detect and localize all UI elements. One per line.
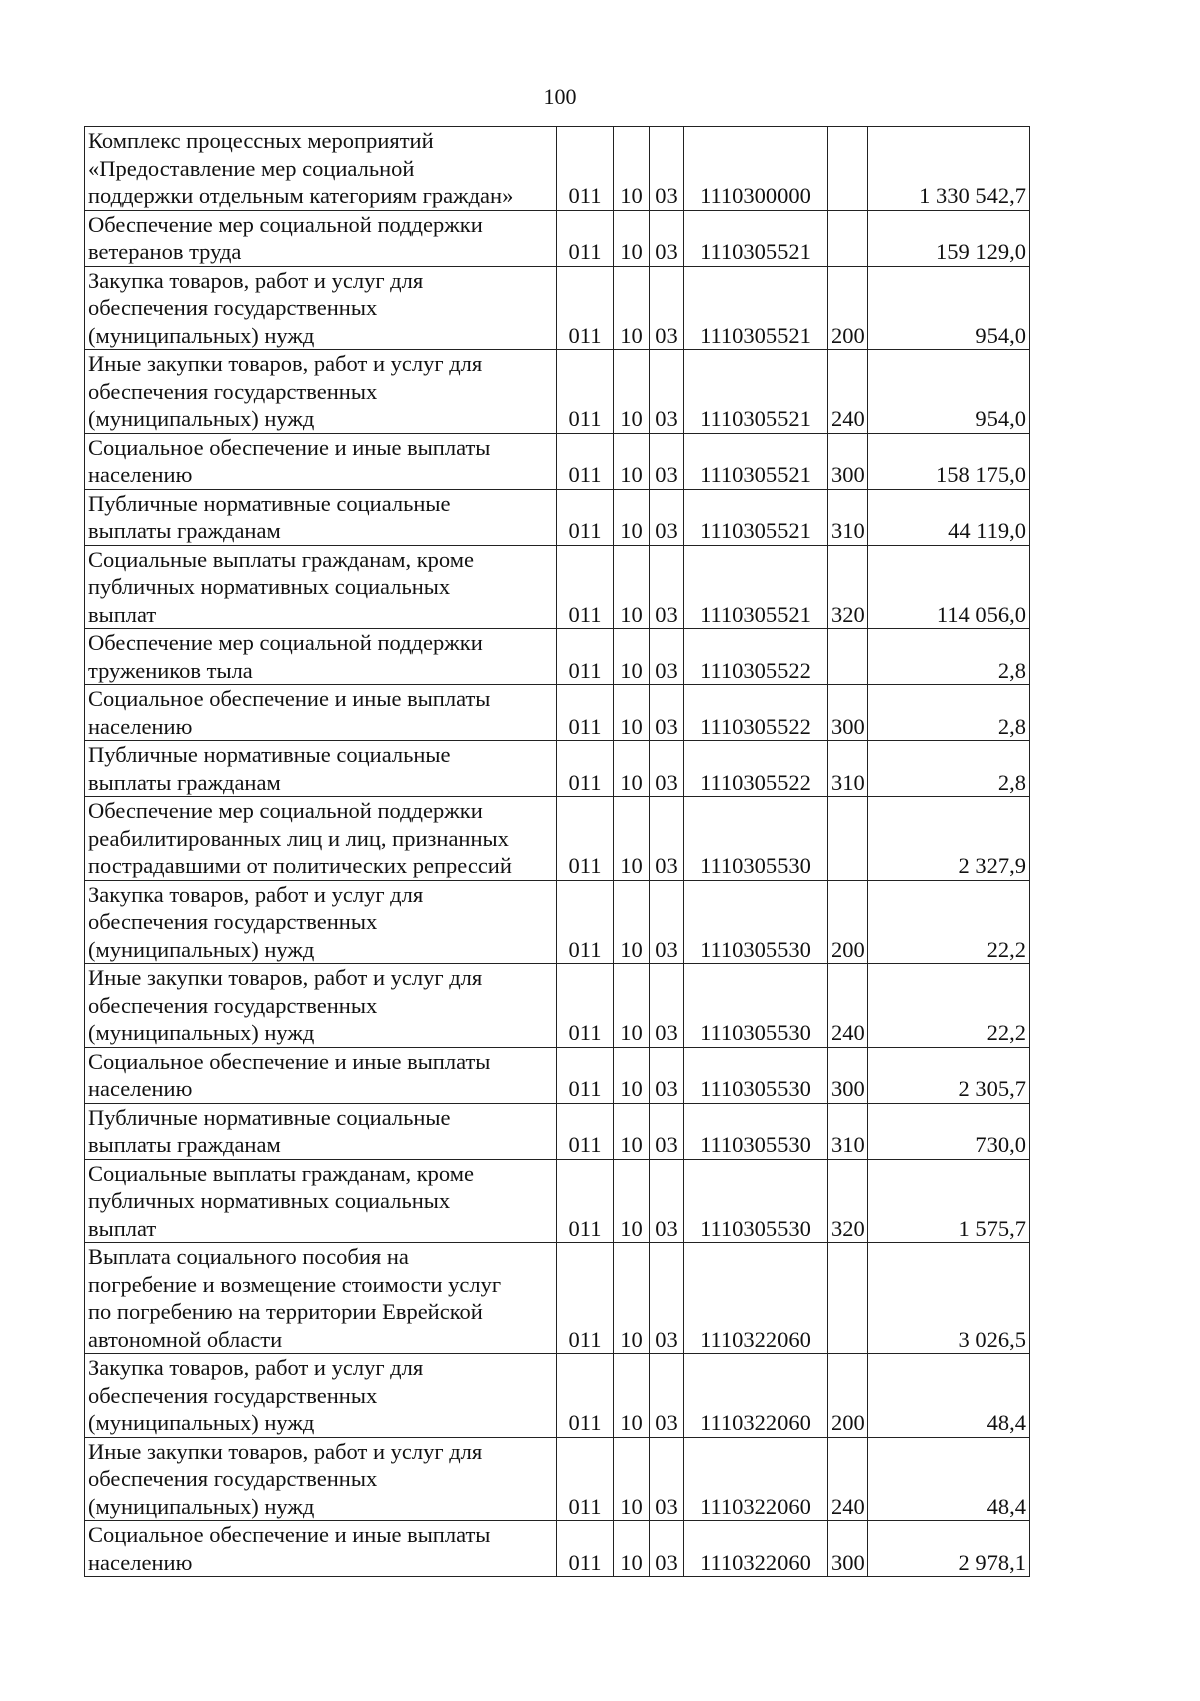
item-name-cell <box>85 127 557 211</box>
item-name-cell <box>85 629 557 685</box>
section-cell: 10 <box>614 880 650 964</box>
item-name-cell <box>85 964 557 1048</box>
section-cell: 10 <box>614 1437 650 1521</box>
target-article-cell: 1110322060 <box>684 1521 828 1577</box>
item-name-line: выплаты гражданам <box>88 1132 281 1157</box>
section-cell: 10 <box>614 1103 650 1159</box>
admin-code-cell: 011 <box>557 1243 614 1354</box>
section-cell: 10 <box>614 1159 650 1243</box>
admin-code-cell: 011 <box>557 797 614 881</box>
item-name-line: (муниципальных) нужд <box>88 1493 315 1519</box>
section-cell: 10 <box>614 1354 650 1438</box>
item-name-line: Социальное обеспечение и иные выплаты <box>88 434 491 460</box>
amount-cell: 48,4 <box>868 1354 1030 1438</box>
target-article-cell: 1110305530 <box>684 1047 828 1103</box>
item-name-line: Закупка товаров, работ и услуг для <box>88 881 424 907</box>
table-row <box>85 433 1030 489</box>
admin-code-cell: 011 <box>557 489 614 545</box>
item-name-line: обеспечения государственных <box>88 295 378 320</box>
item-name-line: Публичные нормативные социальные <box>88 490 451 516</box>
table-row <box>85 1243 1030 1354</box>
table-row <box>85 266 1030 350</box>
amount-cell: 954,0 <box>868 350 1030 434</box>
expense-type-cell: 300 <box>828 1047 868 1103</box>
item-name-line: выплаты гражданам <box>88 769 281 795</box>
admin-code-cell: 011 <box>557 433 614 489</box>
table-row <box>85 350 1030 434</box>
target-article-cell: 1110305521 <box>684 545 828 629</box>
admin-code-cell: 011 <box>557 1047 614 1103</box>
target-article-cell: 1110322060 <box>684 1243 828 1354</box>
admin-code-cell: 011 <box>557 210 614 266</box>
expense-type-cell: 200 <box>828 880 868 964</box>
item-name-line: Социальное обеспечение и иные выплаты <box>88 686 491 711</box>
target-article-cell: 1110305530 <box>684 964 828 1048</box>
item-name-line: Выплата социального пособия на <box>88 1244 409 1269</box>
expense-type-cell: 200 <box>828 266 868 350</box>
section-cell: 10 <box>614 1243 650 1354</box>
section-cell: 10 <box>614 545 650 629</box>
table-row <box>85 1103 1030 1159</box>
amount-cell: 2,8 <box>868 629 1030 685</box>
item-name-line: населению <box>88 713 193 739</box>
budget-table <box>84 126 1030 1577</box>
table-row <box>85 797 1030 881</box>
admin-code-cell: 011 <box>557 127 614 211</box>
item-name-cell <box>85 685 557 741</box>
subsection-cell: 03 <box>650 797 684 881</box>
item-name-line: реабилитированных лиц и лиц, признанных <box>88 825 509 851</box>
subsection-cell: 03 <box>650 1103 684 1159</box>
item-name-line: Социальное обеспечение и иные выплаты <box>88 1522 491 1547</box>
section-cell: 10 <box>614 489 650 545</box>
item-name-cell <box>85 433 557 489</box>
expense-type-cell: 320 <box>828 545 868 629</box>
item-name-cell <box>85 1243 557 1354</box>
item-name-cell <box>85 1354 557 1438</box>
item-name-line: тружеников тыла <box>88 657 253 683</box>
subsection-cell: 03 <box>650 1159 684 1243</box>
item-name-line: (муниципальных) нужд <box>88 406 315 431</box>
subsection-cell: 03 <box>650 1354 684 1438</box>
item-name-line: автономной области <box>88 1326 283 1352</box>
item-name-line: публичных нормативных социальных <box>88 574 451 599</box>
table-row <box>85 880 1030 964</box>
item-name-line: Иные закупки товаров, работ и услуг для <box>88 1438 483 1464</box>
table-row <box>85 489 1030 545</box>
expense-type-cell: 240 <box>828 1437 868 1521</box>
target-article-cell: 1110300000 <box>684 127 828 211</box>
item-name-line: ветеранов труда <box>88 239 242 264</box>
expense-type-cell <box>828 127 868 211</box>
item-name-line: Обеспечение мер социальной поддержки <box>88 211 483 237</box>
expense-type-cell: 240 <box>828 964 868 1048</box>
admin-code-cell: 011 <box>557 545 614 629</box>
section-cell: 10 <box>614 964 650 1048</box>
item-name-line: населению <box>88 1076 193 1101</box>
item-name-line: выплаты гражданам <box>88 518 281 543</box>
section-cell: 10 <box>614 350 650 434</box>
amount-cell: 2,8 <box>868 685 1030 741</box>
item-name-line: Публичные нормативные социальные <box>88 742 451 767</box>
table-row <box>85 1521 1030 1577</box>
subsection-cell: 03 <box>650 1521 684 1577</box>
expense-type-cell: 310 <box>828 489 868 545</box>
page-number: 100 <box>543 84 577 109</box>
target-article-cell: 1110305530 <box>684 880 828 964</box>
item-name-line: обеспечения государственных <box>88 1382 378 1408</box>
item-name-line: Социальное обеспечение и иные выплаты <box>88 1048 491 1074</box>
subsection-cell: 03 <box>650 489 684 545</box>
item-name-cell <box>85 1103 557 1159</box>
table-row <box>85 1354 1030 1438</box>
subsection-cell: 03 <box>650 685 684 741</box>
item-name-line: поддержки отдельным категориям граждан» <box>88 183 514 208</box>
expense-type-cell <box>828 210 868 266</box>
admin-code-cell: 011 <box>557 266 614 350</box>
item-name-line: обеспечения государственных <box>88 1466 378 1491</box>
target-article-cell: 1110305521 <box>684 433 828 489</box>
amount-cell: 1 575,7 <box>868 1159 1030 1243</box>
section-cell: 10 <box>614 210 650 266</box>
item-name-line: Обеспечение мер социальной поддержки <box>88 630 483 655</box>
table-row <box>85 741 1030 797</box>
subsection-cell: 03 <box>650 210 684 266</box>
amount-cell: 22,2 <box>868 880 1030 964</box>
section-cell: 10 <box>614 685 650 741</box>
section-cell: 10 <box>614 629 650 685</box>
target-article-cell: 1110305521 <box>684 266 828 350</box>
amount-cell: 114 056,0 <box>868 545 1030 629</box>
section-cell: 10 <box>614 433 650 489</box>
item-name-line: населению <box>88 1549 193 1575</box>
item-name-line: Закупка товаров, работ и услуг для <box>88 267 424 293</box>
expense-type-cell: 300 <box>828 433 868 489</box>
item-name-line: Закупка товаров, работ и услуг для <box>88 1355 424 1380</box>
amount-cell: 22,2 <box>868 964 1030 1048</box>
expense-type-cell <box>828 1243 868 1354</box>
section-cell: 10 <box>614 1047 650 1103</box>
amount-cell: 730,0 <box>868 1103 1030 1159</box>
item-name-line: Обеспечение мер социальной поддержки <box>88 798 483 823</box>
item-name-cell <box>85 266 557 350</box>
amount-cell: 3 026,5 <box>868 1243 1030 1354</box>
target-article-cell: 1110305521 <box>684 489 828 545</box>
subsection-cell: 03 <box>650 1437 684 1521</box>
expense-type-cell: 310 <box>828 1103 868 1159</box>
subsection-cell: 03 <box>650 127 684 211</box>
item-name-line: выплат <box>88 1215 157 1241</box>
amount-cell: 954,0 <box>868 266 1030 350</box>
table-row <box>85 685 1030 741</box>
item-name-line: выплат <box>88 601 157 627</box>
subsection-cell: 03 <box>650 433 684 489</box>
table-row <box>85 629 1030 685</box>
section-cell: 10 <box>614 797 650 881</box>
subsection-cell: 03 <box>650 964 684 1048</box>
target-article-cell: 1110322060 <box>684 1354 828 1438</box>
admin-code-cell: 011 <box>557 964 614 1048</box>
item-name-cell <box>85 545 557 629</box>
target-article-cell: 1110305530 <box>684 1159 828 1243</box>
section-cell: 10 <box>614 741 650 797</box>
item-name-cell <box>85 1159 557 1243</box>
item-name-line: (муниципальных) нужд <box>88 1410 315 1435</box>
section-cell: 10 <box>614 1521 650 1577</box>
admin-code-cell: 011 <box>557 1521 614 1577</box>
subsection-cell: 03 <box>650 741 684 797</box>
admin-code-cell: 011 <box>557 1354 614 1438</box>
subsection-cell: 03 <box>650 545 684 629</box>
item-name-line: по погребению на территории Еврейской <box>88 1299 483 1324</box>
expense-type-cell: 300 <box>828 685 868 741</box>
item-name-line: обеспечения государственных <box>88 378 378 404</box>
target-article-cell: 1110305522 <box>684 629 828 685</box>
item-name-line: (муниципальных) нужд <box>88 1020 315 1045</box>
target-article-cell: 1110305530 <box>684 797 828 881</box>
expense-type-cell <box>828 629 868 685</box>
admin-code-cell: 011 <box>557 350 614 434</box>
item-name-cell <box>85 741 557 797</box>
subsection-cell: 03 <box>650 1243 684 1354</box>
section-cell: 10 <box>614 266 650 350</box>
table-row <box>85 1437 1030 1521</box>
item-name-line: (муниципальных) нужд <box>88 936 315 962</box>
subsection-cell: 03 <box>650 266 684 350</box>
amount-cell: 158 175,0 <box>868 433 1030 489</box>
subsection-cell: 03 <box>650 350 684 434</box>
item-name-line: обеспечения государственных <box>88 992 378 1018</box>
item-name-cell <box>85 1437 557 1521</box>
item-name-cell <box>85 350 557 434</box>
item-name-line: Публичные нормативные социальные <box>88 1104 451 1130</box>
admin-code-cell: 011 <box>557 1103 614 1159</box>
item-name-line: Иные закупки товаров, работ и услуг для <box>88 965 483 990</box>
subsection-cell: 03 <box>650 629 684 685</box>
item-name-line: погребение и возмещение стоимости услуг <box>88 1271 502 1297</box>
item-name-line: пострадавшими от политических репрессий <box>88 853 512 878</box>
target-article-cell: 1110305522 <box>684 741 828 797</box>
amount-cell: 2,8 <box>868 741 1030 797</box>
amount-cell: 1 330 542,7 <box>868 127 1030 211</box>
target-article-cell: 1110305521 <box>684 210 828 266</box>
admin-code-cell: 011 <box>557 1437 614 1521</box>
amount-cell: 2 978,1 <box>868 1521 1030 1577</box>
table-row <box>85 545 1030 629</box>
item-name-cell <box>85 880 557 964</box>
expense-type-cell: 240 <box>828 350 868 434</box>
amount-cell: 159 129,0 <box>868 210 1030 266</box>
table-row <box>85 1159 1030 1243</box>
table-row <box>85 210 1030 266</box>
table-row <box>85 1047 1030 1103</box>
item-name-line: Иные закупки товаров, работ и услуг для <box>88 351 483 376</box>
item-name-cell <box>85 489 557 545</box>
expense-type-cell: 320 <box>828 1159 868 1243</box>
expense-type-cell: 310 <box>828 741 868 797</box>
amount-cell: 2 327,9 <box>868 797 1030 881</box>
item-name-line: Социальные выплаты гражданам, кроме <box>88 1160 474 1186</box>
admin-code-cell: 011 <box>557 685 614 741</box>
target-article-cell: 1110305522 <box>684 685 828 741</box>
expense-type-cell: 200 <box>828 1354 868 1438</box>
item-name-line: населению <box>88 462 193 487</box>
item-name-cell <box>85 797 557 881</box>
item-name-line: обеспечения государственных <box>88 909 378 934</box>
table-body <box>85 127 1030 1577</box>
expense-type-cell <box>828 797 868 881</box>
item-name-cell <box>85 1521 557 1577</box>
item-name-line: публичных нормативных социальных <box>88 1188 451 1213</box>
amount-cell: 48,4 <box>868 1437 1030 1521</box>
target-article-cell: 1110305521 <box>684 350 828 434</box>
section-cell: 10 <box>614 127 650 211</box>
expense-type-cell: 300 <box>828 1521 868 1577</box>
admin-code-cell: 011 <box>557 1159 614 1243</box>
item-name-line: (муниципальных) нужд <box>88 322 315 348</box>
amount-cell: 44 119,0 <box>868 489 1030 545</box>
item-name-line: Комплекс процессных мероприятий <box>88 128 434 153</box>
admin-code-cell: 011 <box>557 629 614 685</box>
admin-code-cell: 011 <box>557 741 614 797</box>
item-name-line: «Предоставление мер социальной <box>88 155 415 181</box>
admin-code-cell: 011 <box>557 880 614 964</box>
amount-cell: 2 305,7 <box>868 1047 1030 1103</box>
target-article-cell: 1110322060 <box>684 1437 828 1521</box>
table-row <box>85 964 1030 1048</box>
item-name-line: Социальные выплаты гражданам, кроме <box>88 546 474 572</box>
item-name-cell <box>85 210 557 266</box>
subsection-cell: 03 <box>650 880 684 964</box>
table-row <box>85 127 1030 211</box>
item-name-cell <box>85 1047 557 1103</box>
subsection-cell: 03 <box>650 1047 684 1103</box>
target-article-cell: 1110305530 <box>684 1103 828 1159</box>
